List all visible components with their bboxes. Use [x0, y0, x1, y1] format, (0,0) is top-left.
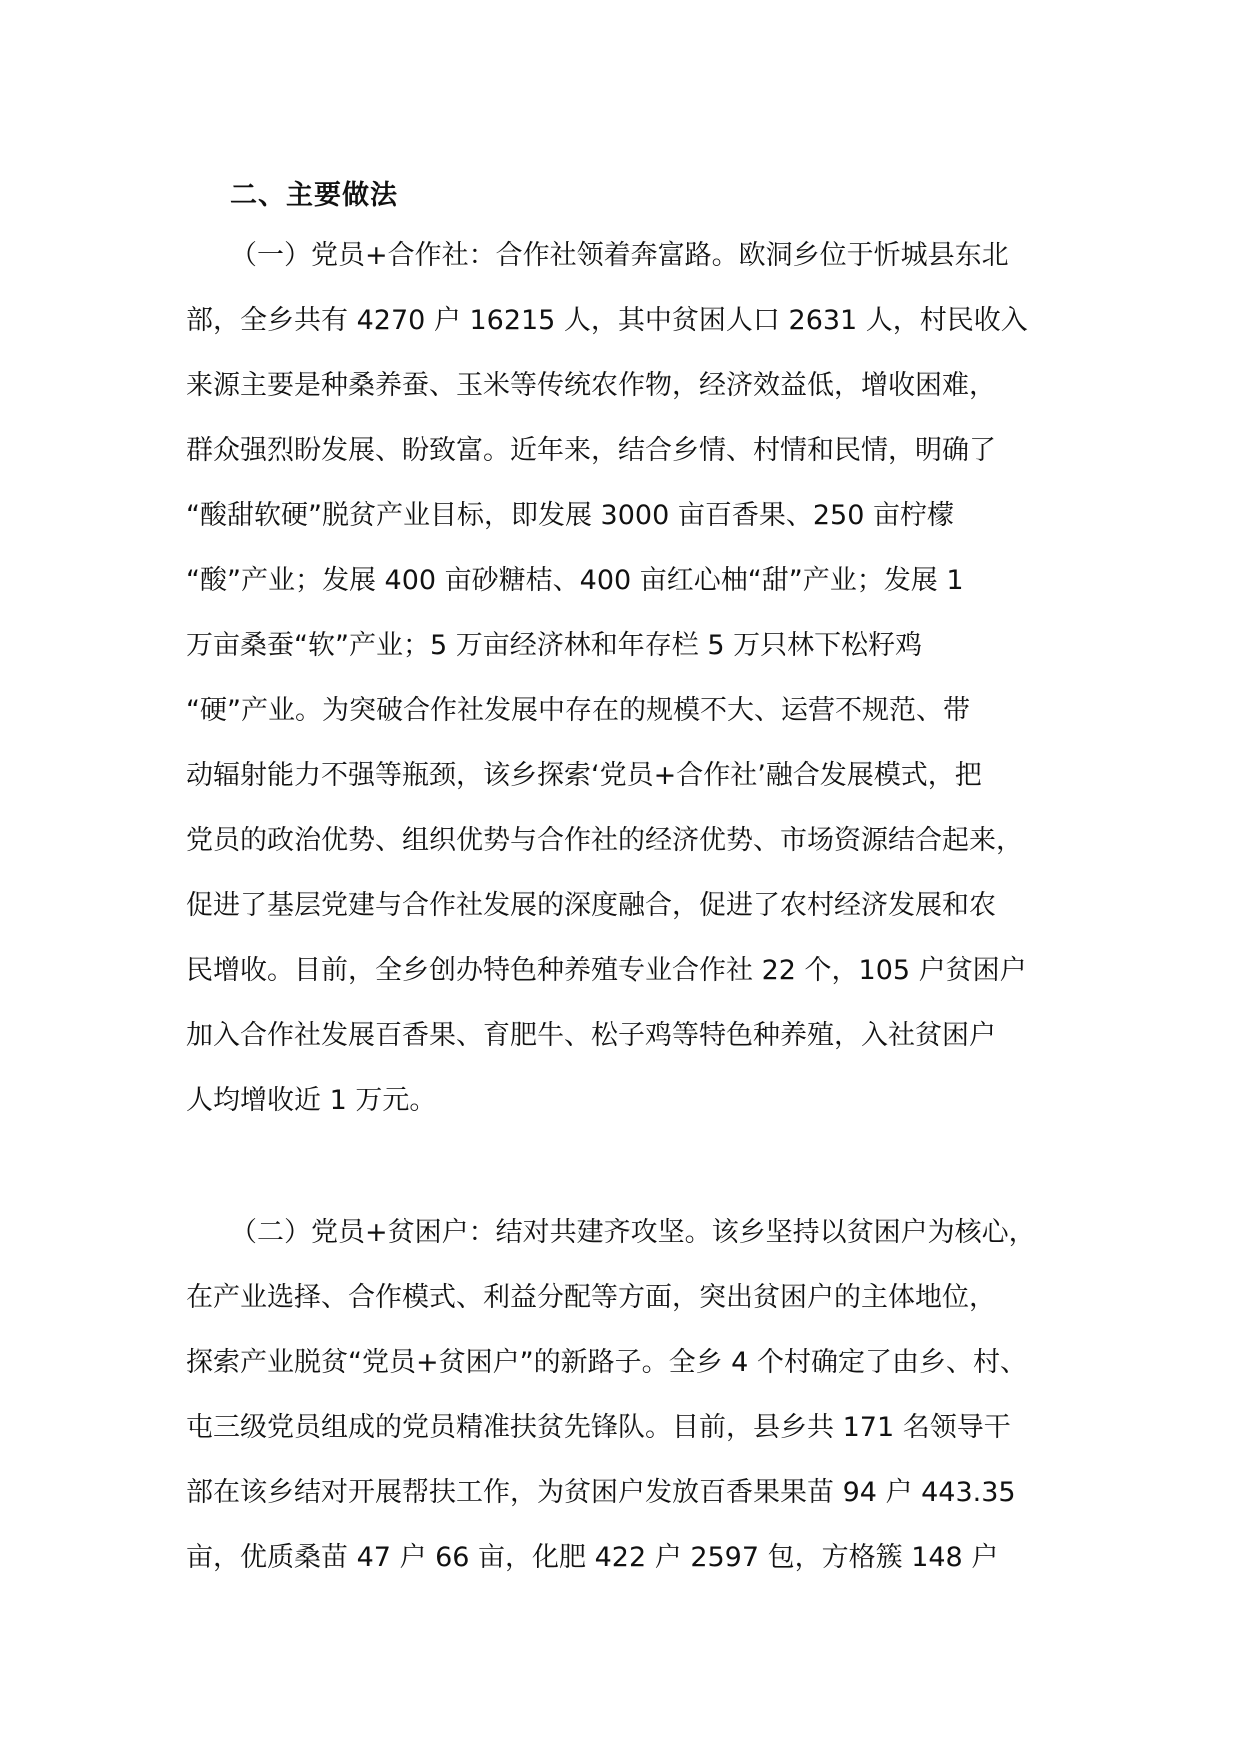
paragraph-line: 在产业选择、合作模式、利益分配等方面，突出贫困户的主体地位， — [186, 1282, 996, 1313]
paragraph-poor-households — [186, 1215, 1066, 1605]
paragraph-line: 群众强烈盼发展、盼致富。近年来，结合乡情、村情和民情，明确了 — [186, 435, 996, 466]
paragraph-line: 加入合作社发展百香果、育肥牛、松子鸡等特色种养殖，入社贫困户 — [186, 1020, 996, 1051]
paragraph-line: （二）党员+贫困户：结对共建齐攻坚。该乡坚持以贫困户为核心， — [230, 1217, 1036, 1248]
paragraph-line: （一）党员+合作社：合作社领着奔富路。欧洞乡位于忻城县东北 — [230, 240, 1009, 271]
paragraph-line: 来源主要是种桑养蚕、玉米等传统农作物，经济效益低，增收困难， — [186, 370, 996, 401]
paragraph-line: 促进了基层党建与合作社发展的深度融合，促进了农村经济发展和农 — [186, 890, 996, 921]
paragraph-line: 党员的政治优势、组织优势与合作社的经济优势、市场资源结合起来， — [186, 825, 1023, 856]
section-heading: 二、主要做法 — [230, 180, 398, 211]
paragraph-line: 民增收。目前，全乡创办特色种养殖专业合作社 22 个，105 户贫困户 — [186, 955, 1027, 986]
paragraph-line: “酸”产业；发展 400 亩砂糖桔、400 亩红心柚“甜”产业；发展 1 — [186, 565, 964, 596]
paragraph-line: 万亩桑蚕“软”产业；5 万亩经济林和年存栏 5 万只林下松籽鸡 — [186, 630, 923, 661]
paragraph-cooperative — [186, 238, 1066, 1148]
paragraph-line: “酸甜软硬”脱贫产业目标，即发展 3000 亩百香果、250 亩柠檬 — [186, 500, 954, 531]
paragraph-line: “硬”产业。为突破合作社发展中存在的规模不大、运营不规范、带 — [186, 695, 970, 726]
paragraph-line: 人均增收近 1 万元。 — [186, 1085, 437, 1116]
paragraph-line: 屯三级党员组成的党员精准扶贫先锋队。目前，县乡共 171 名领导干 — [186, 1412, 1011, 1443]
paragraph-line: 动辐射能力不强等瓶颈，该乡探索‘党员+合作社’融合发展模式，把 — [186, 760, 982, 791]
paragraph-line: 部在该乡结对开展帮扶工作，为贫困户发放百香果果苗 94 户 443.35 — [186, 1477, 1016, 1508]
paragraph-line: 部，全乡共有 4270 户 16215 人，其中贫困人口 2631 人，村民收入 — [186, 305, 1028, 336]
paragraph-line: 探索产业脱贫“党员+贫困户”的新路子。全乡 4 个村确定了由乡、村、 — [186, 1347, 1027, 1378]
paragraph-line: 亩，优质桑苗 47 户 66 亩，化肥 422 户 2597 包，方格簇 148 户 — [186, 1542, 999, 1573]
